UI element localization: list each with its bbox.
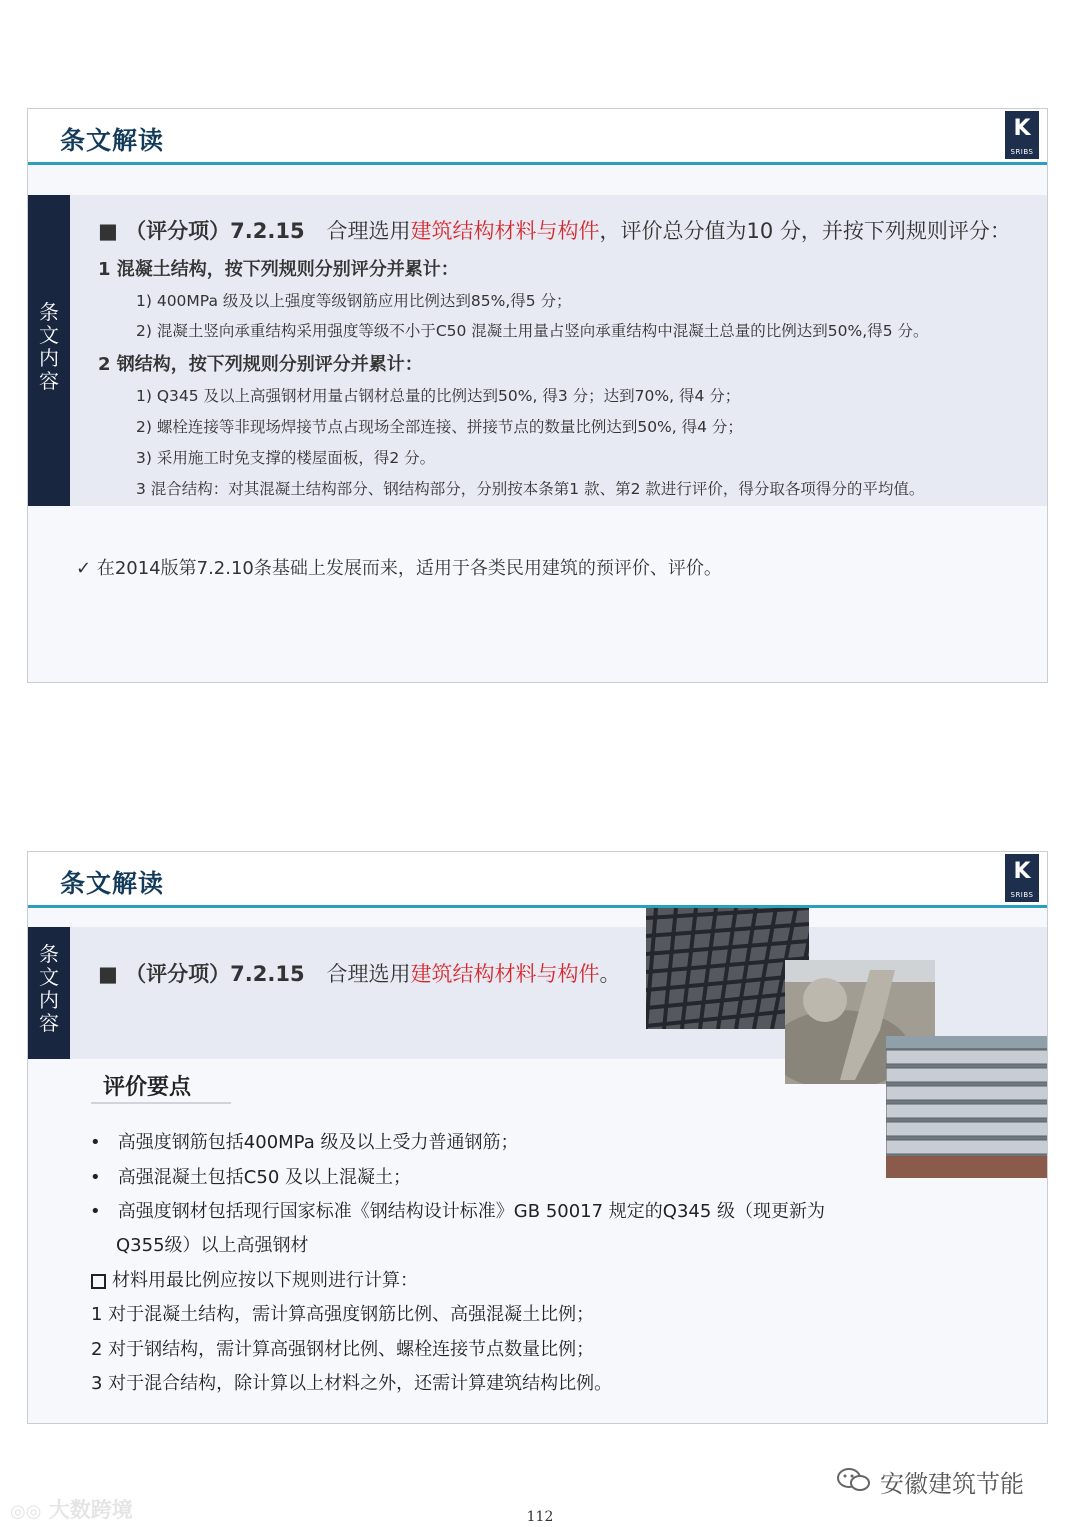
side-tab-text: 条 文 内 容 [39, 300, 59, 393]
sribs-logo [1005, 111, 1039, 159]
side-tab [28, 927, 70, 1059]
logo-mark-icon: K [1013, 859, 1031, 884]
rule-line: 1 对于混凝土结构，需计算高强度钢筋比例、高强混凝土比例； [91, 1304, 595, 1325]
sribs-logo [1005, 854, 1039, 902]
section-1-title: 1 混凝土结构，按下列规则分别评分并累计： [98, 259, 459, 280]
section-1-item-2: 2) 混凝土竖向承重结构采用强度等级不小于C50 混凝土用量占竖向承重结构中混凝土总量的比例达到50%,得5 分。 [136, 322, 929, 340]
material-photos [646, 908, 1048, 1178]
bullet-dot-icon: • [90, 1132, 101, 1153]
eval-points-title: 评价要点 [103, 1075, 192, 1100]
check-icon: ✓ [76, 558, 92, 579]
logo-text: SRIBS [1010, 891, 1034, 899]
list-item: • 高强度钢筋包括400MPa 级及以上受力普通钢筋； [90, 1132, 519, 1153]
wechat-icon [836, 1467, 872, 1493]
square-bullet-icon: ■ [98, 219, 118, 243]
brand-name: 安徽建筑节能 [880, 1470, 1024, 1498]
section-2-item-1: 1) Q345 及以上高强钢材用量占钢材总量的比例达到50%, 得3 分；达到70%, 得4 分； [136, 387, 741, 405]
clause-heading [98, 215, 1011, 245]
section-1-item-1: 1) 400MPa 级及以上强度等级钢筋应用比例达到85%,得5 分； [136, 292, 572, 310]
rule-line: 2 对于钢结构，需计算高强钢材比例、螺栓连接节点数量比例； [91, 1339, 595, 1360]
section-3-text: 3 混合结构：对其混凝土结构部分、钢结构部分，分别按本条第1 款、第2 款进行评价，得分取各项得分的平均值。 [136, 480, 925, 498]
eval-title-underline [91, 1102, 231, 1104]
header-rule [28, 162, 1047, 165]
slide-title: 条文解读 [60, 126, 165, 155]
slide-1 [27, 108, 1048, 683]
list-item: • 高强混凝土包括C50 及以上混凝土； [90, 1167, 411, 1188]
list-item-continuation: Q355级）以上高强钢材 [116, 1235, 309, 1256]
square-bullet-icon: ■ [98, 962, 118, 986]
checkbox-icon [91, 1274, 106, 1289]
watermark-logo-icon: ◎◎ [10, 1501, 42, 1522]
rule-line: 3 对于混合结构，除计算以上材料之外，还需计算建筑结构比例。 [91, 1373, 613, 1394]
clause-text-before: 合理选用 [326, 219, 411, 243]
clause-text-after: ，评价总分值为10 分，并按下列规则评分： [599, 219, 1011, 243]
clause-text-before: 合理选用 [326, 962, 411, 986]
logo-mark-icon: K [1013, 116, 1031, 141]
clause-highlight: 建筑结构材料与构件 [410, 962, 600, 986]
note-text: 在2014版第7.2.10条基础上发展而来，适用于各类民用建筑的预评价、评价。 [96, 558, 722, 579]
clause-number: （评分项）7.2.15 [125, 962, 305, 986]
slide-header [28, 109, 1047, 166]
slide-2 [27, 851, 1048, 1424]
clause-text-after: 。 [599, 962, 621, 986]
bullet-dot-icon: • [90, 1167, 101, 1188]
clause-number: （评分项）7.2.15 [125, 219, 305, 243]
section-2-title: 2 钢结构，按下列规则分别评分并累计： [98, 354, 423, 375]
steel-plates-photo [886, 1036, 1048, 1178]
watermark: ◎◎ 大数跨境 [10, 1498, 133, 1522]
side-tab-text: 条 文 内 容 [39, 942, 59, 1035]
slide-header [28, 852, 1047, 909]
side-tab [28, 195, 70, 506]
checkbox-line: 材料用最比例应按以下规则进行计算： [91, 1266, 418, 1292]
page-number: 112 [526, 1509, 554, 1525]
logo-text: SRIBS [1010, 148, 1034, 156]
section-2-item-2: 2) 螺栓连接等非现场焊接节点占现场全部连接、拼接节点的数量比例达到50%, 得4 分； [136, 418, 743, 436]
list-item: • 高强度钢材包括现行国家标准《钢结构设计标准》GB 50017 规定的Q345 级（现更新为 [90, 1201, 826, 1222]
section-2-item-3: 3) 采用施工时免支撑的楼屋面板，得2 分。 [136, 449, 436, 467]
clause-heading [98, 958, 621, 988]
slide-title: 条文解读 [60, 869, 165, 898]
clause-highlight: 建筑结构材料与构件 [410, 219, 600, 243]
note-line [76, 554, 722, 580]
bullet-dot-icon: • [90, 1201, 101, 1222]
